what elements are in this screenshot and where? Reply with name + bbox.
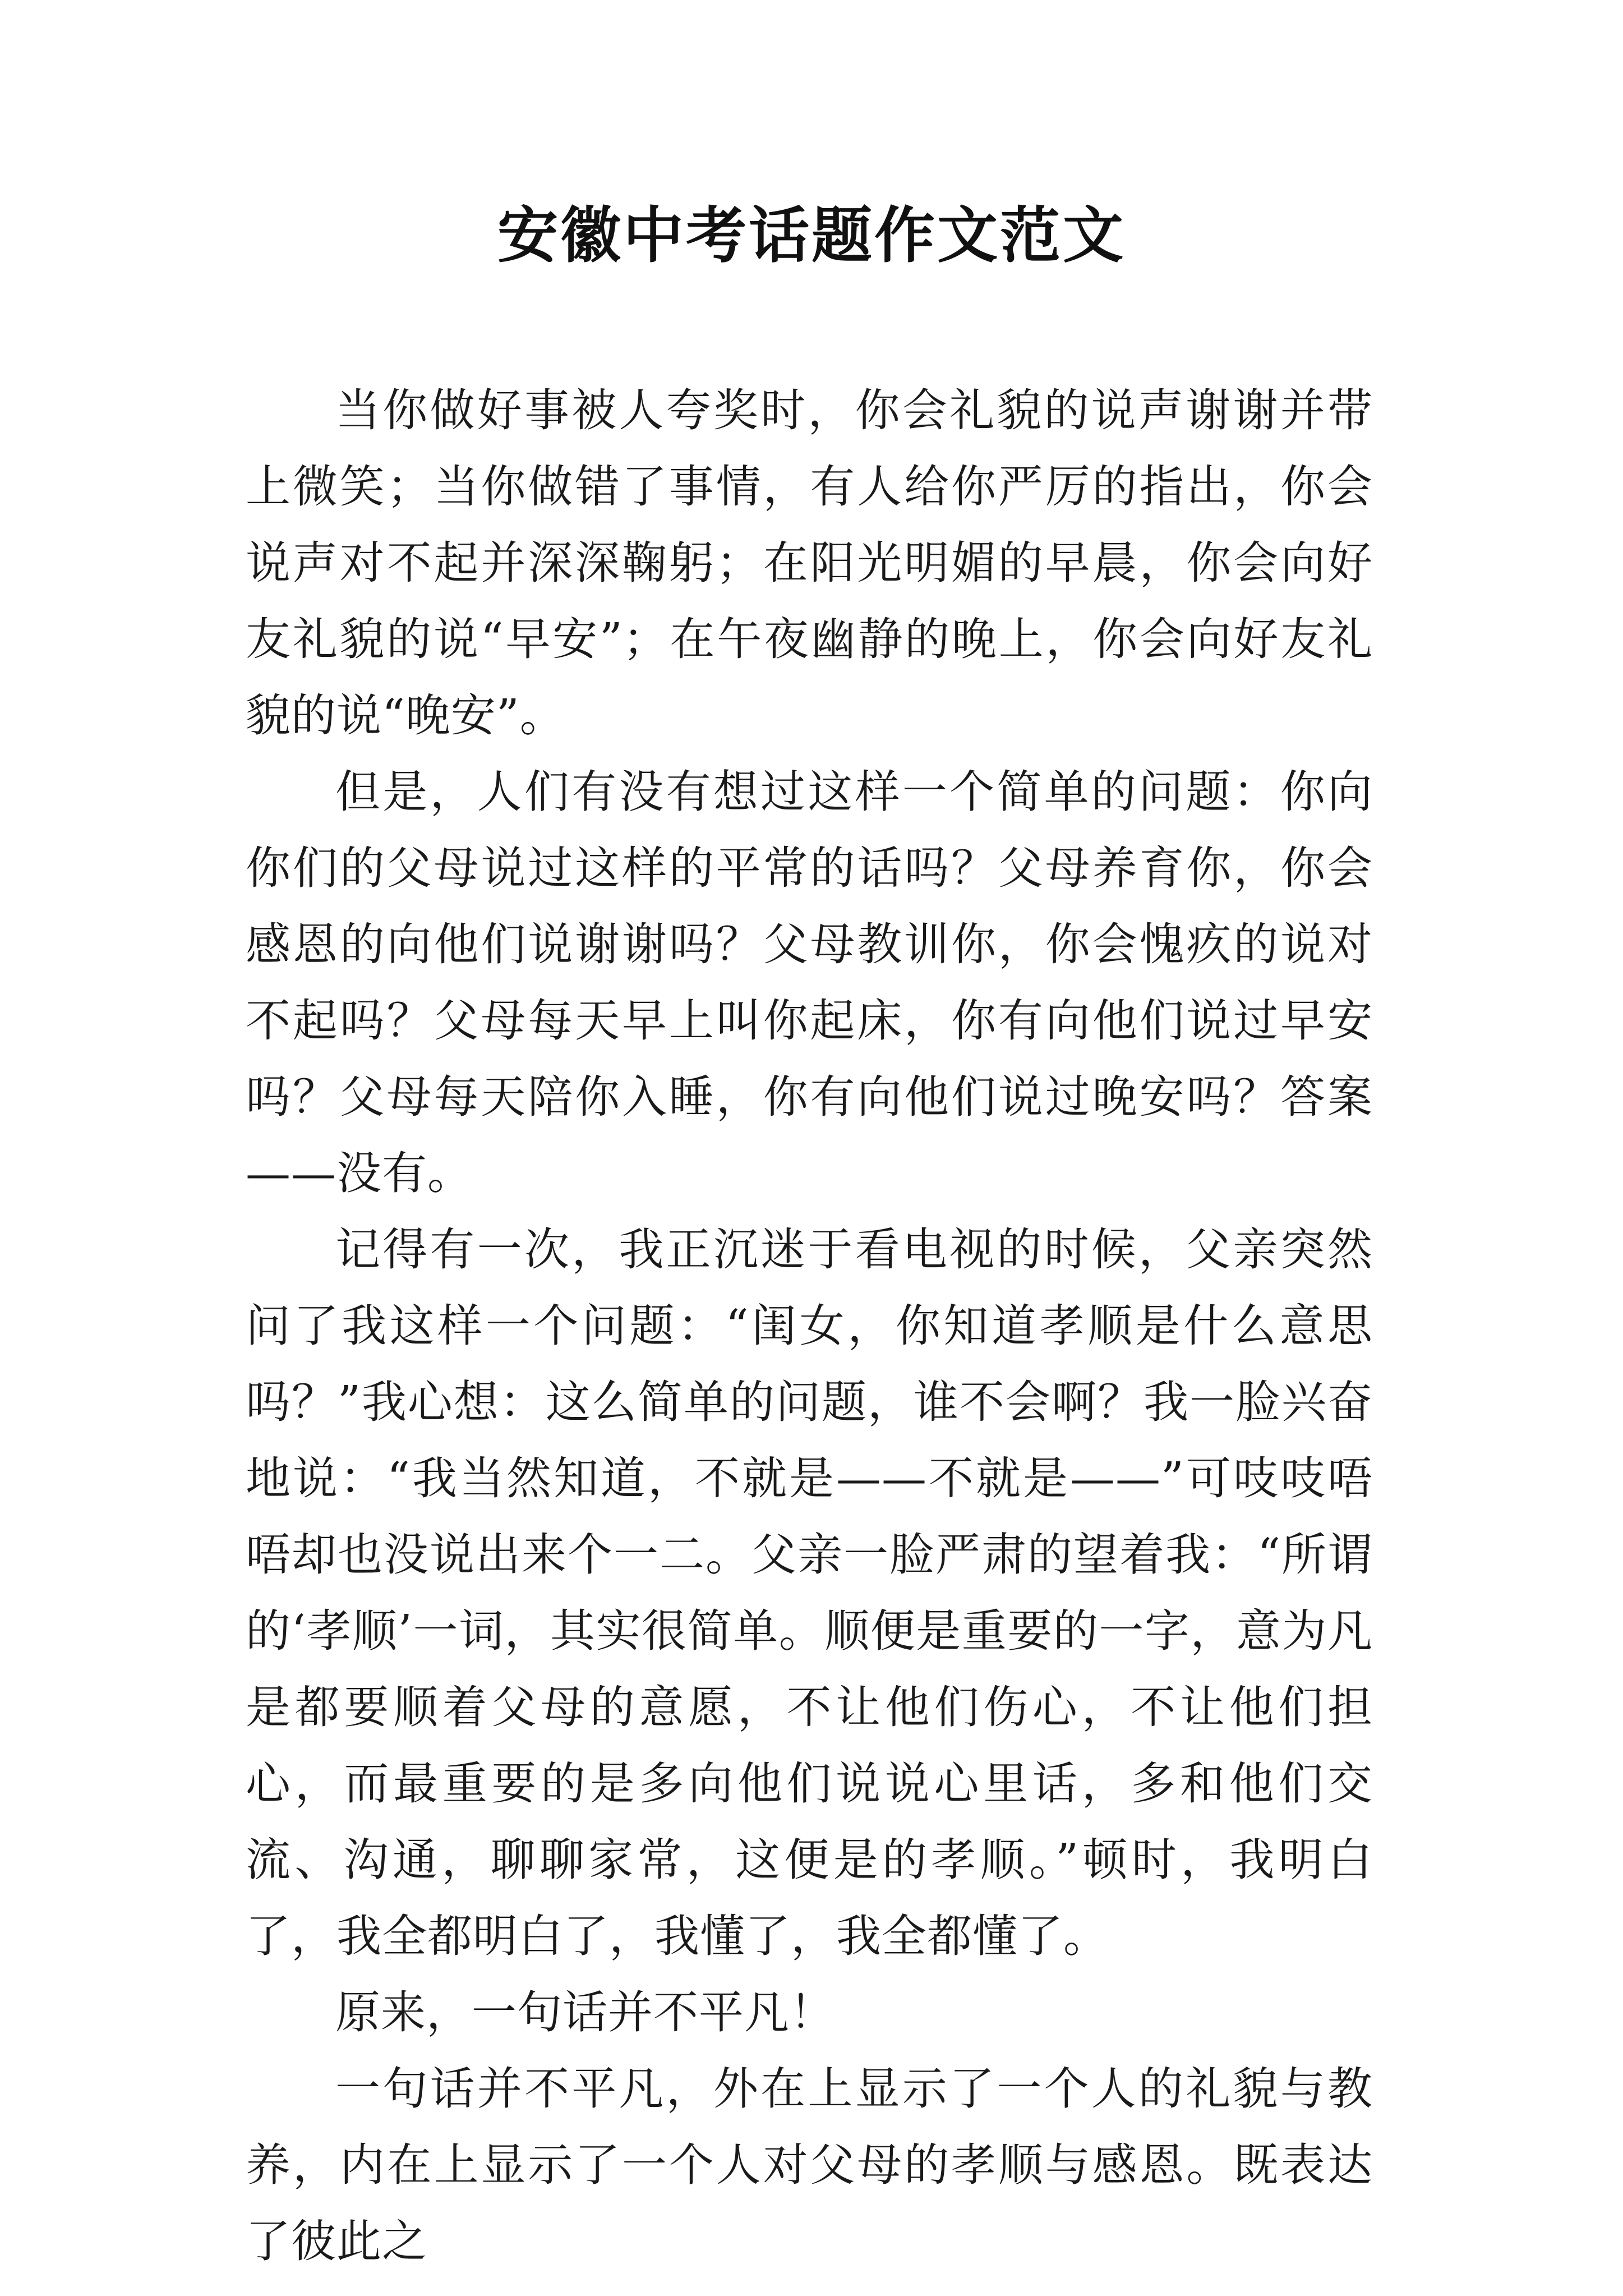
paragraph-2: 但是，人们有没有想过这样一个简单的问题：你向你们的父母说过这样的平常的话吗？父母养育你，你会感恩的向他们说谢谢吗？父母教训你，你会愧疚的说对不起吗？父母每天早上叫你起床，你有向他们说过早安吗？父母每天陪你入睡，你有向他们说过晚安吗？答案——没有。 xyxy=(246,766,1373,1199)
document-body xyxy=(246,372,1373,2280)
paragraph-5: 一句话并不平凡，外在上显示了一个人的礼貌与教养，内在上显示了一个人对父母的孝顺与感恩。既表达了彼此之 xyxy=(246,2063,1373,2267)
paragraph-3: 记得有一次，我正沉迷于看电视的时候，父亲突然问了我这样一个问题：“闺女，你知道孝顺是什么意思吗？”我心想：这么简单的问题，谁不会啊？我一脸兴奋地说：“我当然知道，不就是——不就是——”可吱吱唔唔却也没说出来个一二。父亲一脸严肃的望着我：“所谓的‘孝顺’一词，其实很简单。顺便是重要的一字，意为凡是都要顺着父母的意愿，不让他们伤心，不让他们担心，而最重要的是多向他们说说心里话，多和他们交流、沟通，聊聊家常，这便是的孝顺。”顿时，我明白了，我全都明白了，我懂了，我全都懂了。 xyxy=(246,1223,1373,1962)
paragraph-1: 当你做好事被人夸奖时，你会礼貌的说声谢谢并带上微笑；当你做错了事情，有人给你严厉的指出，你会说声对不起并深深鞠躬；在阳光明媚的早晨，你会向好友礼貌的说“早安”；在午夜幽静的晚上，你会向好友礼貌的说“晚安”。 xyxy=(246,384,1373,742)
document-title: 安徽中考话题作文范文 xyxy=(497,200,1126,271)
paragraph-4: 原来，一句话并不平凡！ xyxy=(335,1986,835,2039)
